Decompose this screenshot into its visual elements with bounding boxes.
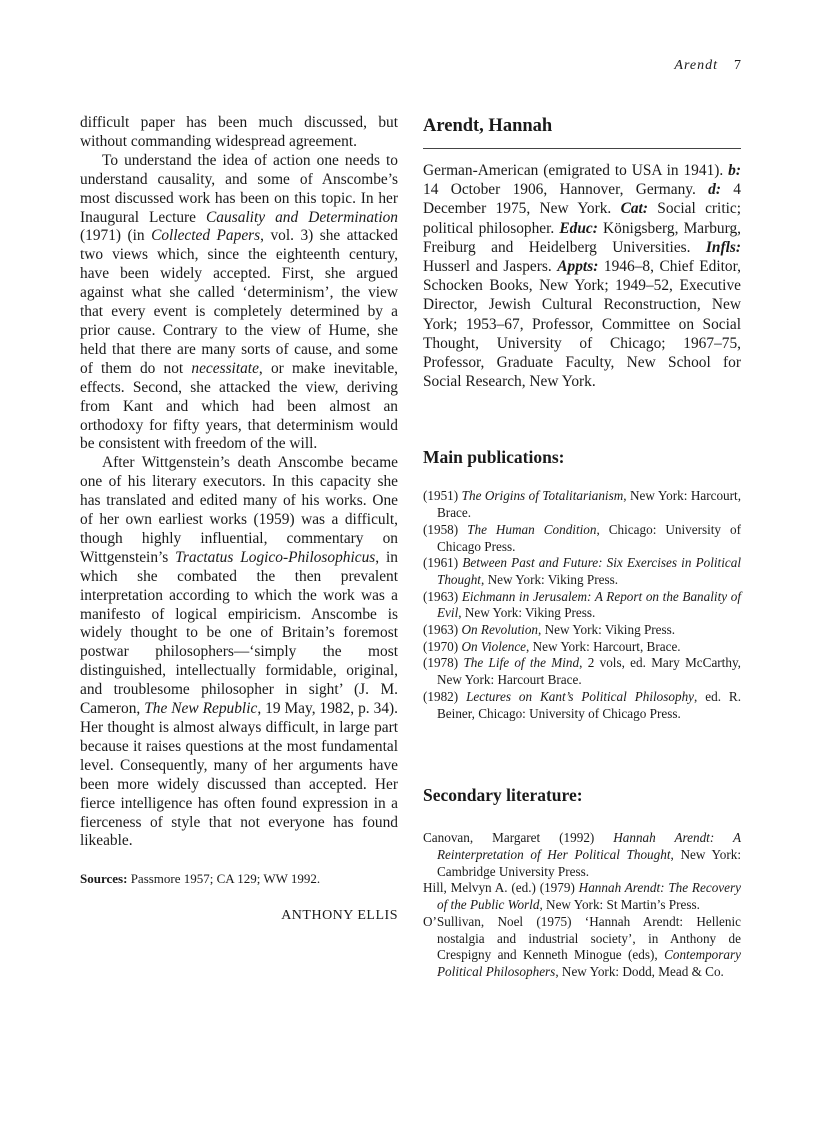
entry-prefix: Hill, Melvyn A. (ed.) (1979) <box>423 880 579 896</box>
entry-suffix: , ed. R. Beiner, Chicago: University of Chicago Press. <box>437 688 741 721</box>
entry-prefix: (1963) <box>423 588 462 604</box>
italic-title: Causality and Determination <box>206 208 398 226</box>
bibliography-entry <box>423 622 741 639</box>
text-run: , or make inevitable, effects. Second, she attacked the view, deriving from Kant and which had been almost an orthodoxy for fifty years, that determinism would be consistent with freedom of the will. <box>80 359 398 453</box>
biographical-summary <box>423 161 741 391</box>
entry-suffix: , New York: Cambridge University Press. <box>437 846 742 879</box>
entry-suffix: , New York: Viking Press. <box>458 605 596 621</box>
paragraph-wittgenstein <box>80 454 398 851</box>
entry-suffix: , New York: Viking Press. <box>480 571 619 587</box>
bio-died: 4 December 1975, New York. <box>423 181 742 218</box>
text-run: , vol. 3) she attacked two views which, since the eighteenth century, have been widely accepted. First, she argued against what she called ‘determinism’, the view that every event is completely determined by a prior cause. Contrary to the view of Hume, she held that there are many sorts of cause, and some of them do not <box>80 227 398 377</box>
entry-title-italic: Lectures on Kant’s Political Philosophy <box>466 688 695 704</box>
bio-influences: Husserl and Jaspers. <box>423 258 558 276</box>
paragraph-continued: difficult paper has been much discussed, but without commanding widespread agreement. <box>80 114 398 150</box>
entry-suffix: , New York: Viking Press. <box>538 622 676 638</box>
entry-title-italic: On Violence <box>461 638 527 654</box>
sources-label: Sources: <box>80 871 128 887</box>
main-publications-list <box>423 488 741 722</box>
bio-died-label: d: <box>708 181 721 199</box>
bibliography-entry <box>423 589 741 622</box>
bio-education: Königsberg, Marburg, Freiburg and Heidelberg Universities. <box>423 219 741 256</box>
italic-word: necessitate <box>191 359 259 377</box>
bibliography-entry <box>423 639 741 656</box>
bio-born-label: b: <box>728 162 741 179</box>
author-signature: ANTHONY ELLIS <box>281 908 398 924</box>
text-run: , 19 May, 1982, p. 34). Her thought is almost always difficult, in large part because it raises questions at the most fundamental level. Consequently, many of her arguments have been more widely discussed than accepted. Her fierce intelligence has often found expression in a fierceness of style that not everyone has found likeable. <box>80 700 398 850</box>
bibliography-entry <box>423 555 741 588</box>
bibliography-entry <box>423 488 741 521</box>
page-number: 7 <box>734 58 742 73</box>
entry-suffix: , 2 vols, ed. Mary McCarthy, New York: Harcourt Brace. <box>437 655 741 688</box>
italic-title: Tractatus Logico-Philosophicus <box>175 548 376 566</box>
running-title: Arendt <box>674 58 718 73</box>
entry-prefix: (1978) <box>423 655 464 671</box>
entry-title-italic: The Origins of Totalitarianism <box>461 488 624 504</box>
bio-education-label: Educ: <box>559 219 598 237</box>
right-column <box>423 114 741 981</box>
entry-prefix: O’Sullivan, Noel (1975) ‘Hannah Arendt: Hellenic nostalgia and industrial society’, in Anthony de Crespigny and Kenneth Minogue (eds), <box>423 913 741 963</box>
entry-suffix: , New York: Harcourt, Brace. <box>437 488 741 521</box>
bio-nationality: German-American (emigrated to USA in 1941). <box>423 162 724 179</box>
entry-prefix: (1958) <box>423 521 468 537</box>
entry-title-italic: Eichmann in Jerusalem: A Report on the Banality of Evil <box>437 588 741 621</box>
entry-suffix: , New York: Dodd, Mead & Co. <box>555 963 724 979</box>
entry-prefix: Canovan, Margaret (1992) <box>423 830 614 846</box>
bibliography-entry <box>423 655 741 688</box>
secondary-literature-heading: Secondary literature: <box>423 785 583 806</box>
entry-title-italic: The Human Condition <box>467 521 597 537</box>
bio-appointments-label: Appts: <box>557 258 599 276</box>
italic-title: The New Republic <box>144 700 258 718</box>
secondary-literature-list <box>423 830 741 980</box>
left-column <box>80 114 398 926</box>
text-run: (1971) (in <box>80 227 152 245</box>
entry-title-italic: The Life of the Mind <box>463 655 580 671</box>
bibliography-entry <box>423 914 741 981</box>
entry-prefix: (1970) <box>423 638 462 654</box>
entry-title-italic: Between Past and Future: Six Exercises in Political Thought <box>437 555 741 587</box>
bio-born: 14 October 1906, Hannover, Germany. <box>423 181 709 199</box>
entry-title-italic: On Revolution <box>461 622 539 638</box>
running-header <box>674 58 742 74</box>
bio-influences-label: Infls: <box>705 238 741 256</box>
bibliography-entry <box>423 830 741 880</box>
entry-prefix: (1961) <box>423 555 463 571</box>
italic-title: Collected Papers <box>151 227 261 245</box>
bibliography-entry <box>423 689 741 722</box>
entry-title: Arendt, Hannah <box>423 114 741 149</box>
bibliography-entry <box>423 522 741 555</box>
main-publications-heading: Main publications: <box>423 447 565 468</box>
sources-line <box>80 871 398 887</box>
entry-prefix: (1982) <box>423 688 467 704</box>
entry-suffix: , New York: Harcourt, Brace. <box>526 638 681 654</box>
entry-title-italic: Hannah Arendt: The Recovery of the Public World <box>437 880 741 913</box>
sources-text: Passmore 1957; CA 129; WW 1992. <box>127 871 321 887</box>
entry-suffix: , New York: St Martin’s Press. <box>539 897 700 913</box>
entry-prefix: (1963) <box>423 622 462 638</box>
entry-title-italic: Contemporary Political Philosophers <box>437 947 741 979</box>
paragraph-causality <box>80 152 398 455</box>
text-run: To understand the idea of action one needs to understand causality, and some of Anscombe’s most discussed work has been on this topic. In her Inaugural Lecture <box>80 151 398 226</box>
bio-category: Social critic; political philosopher. <box>423 200 741 237</box>
bio-category-label: Cat: <box>620 200 648 218</box>
entry-prefix: (1951) <box>423 488 462 504</box>
entry-suffix: , Chicago: University of Chicago Press. <box>437 521 741 554</box>
text-run: , in which she combated the then prevalent interpretation according to which the work was a manifesto of logical empiricism. Anscombe is widely thought to be one of Britain’s foremost postwar philosophers—‘simply the most distinguished, intellectually formidable, original, and troublesome philosopher in sight’ (J. M. Cameron, <box>80 548 398 718</box>
bio-appointments: 1946–8, Chief Editor, Schocken Books, New York; 1949–52, Executive Director, Jewish Cultural Reconstruction, New York; 1953–67, Professor, Committee on Social Thought, University of Chicago; 1967–75, Professor, Graduate Faculty, New School for Social Research, New York. <box>423 258 741 391</box>
bibliography-entry <box>423 880 741 913</box>
entry-title-italic: Hannah Arendt: A Reinterpretation of Her Political Thought <box>437 830 741 862</box>
text-run: After Wittgenstein’s death Anscombe became one of his literary executors. In this capacity she has translated and edited many of his works. One of her own earliest works (1959) was a difficult, though highly influential, commentary on Wittgenstein’s <box>80 454 398 566</box>
